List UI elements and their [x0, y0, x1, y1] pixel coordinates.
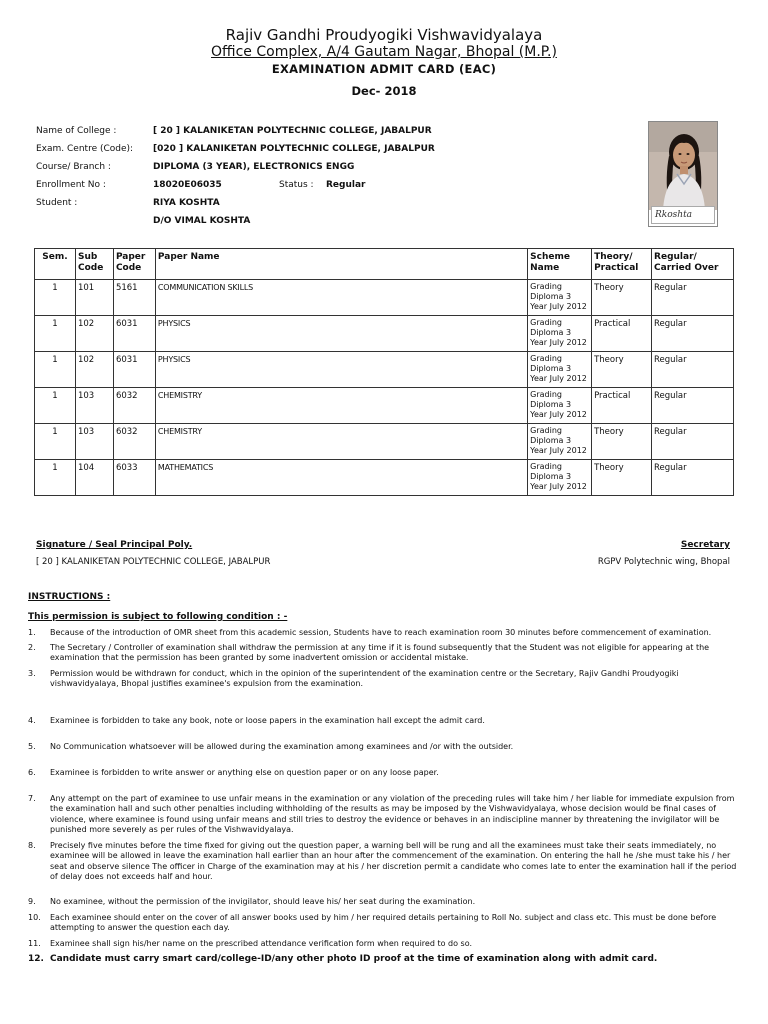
instruction-text: Examinee is forbidden to write answer or anything else on question paper or on any loose paper. — [50, 768, 439, 777]
papers-table — [34, 248, 734, 496]
scheme-line: Diploma 3 — [530, 328, 572, 337]
table-row — [35, 424, 734, 460]
cell-regular-carried: Regular — [652, 280, 734, 316]
instruction-number: 4. — [28, 716, 36, 725]
cell-sub-code: 103 — [75, 424, 113, 460]
instruction-item — [28, 939, 740, 949]
scheme-line: Year July 2012 — [530, 338, 587, 347]
cell-scheme — [528, 280, 592, 316]
document-header — [0, 26, 768, 99]
scheme-line: Diploma 3 — [530, 472, 572, 481]
instruction-item — [28, 897, 740, 907]
cell-sub-code: 104 — [75, 460, 113, 496]
header-sub-code: Sub Code — [75, 249, 113, 280]
scheme-line: Grading — [530, 462, 562, 471]
student-signature: Rkoshta — [651, 206, 715, 224]
cell-sub-code: 102 — [75, 352, 113, 388]
cell-theory-practical: Theory — [592, 280, 652, 316]
status-label: Status : — [279, 180, 314, 190]
cell-paper-name: COMMUNICATION SKILLS — [155, 280, 527, 316]
cell-sem: 1 — [35, 424, 76, 460]
instruction-text: Candidate must carry smart card/college-ID/any other photo ID proof at the time of examination along with admit card. — [50, 954, 658, 964]
scheme-line: Year July 2012 — [530, 446, 587, 455]
instruction-text: Any attempt on the part of examinee to use unfair means in the examination or any violation of the preceding rules will take him / her liable for immediate expulsion from the examination hall and such other penalties including withholding of the results as may be imposed by the Vishwavidyalaya, whose decision would be final cases of violence, where examinee is found using unfair means and still tries to destroy the evidence or behaves in an indiscipline manner by threatening the invigilator will be punished more severely as per rules of the Vishwavidyalaya. — [50, 794, 735, 835]
college-label: Name of College : — [36, 126, 117, 136]
student-row — [36, 198, 626, 216]
instruction-item — [28, 628, 740, 638]
scheme-line: Diploma 3 — [530, 400, 572, 409]
scheme-line: Diploma 3 — [530, 364, 572, 373]
cell-theory-practical: Theory — [592, 424, 652, 460]
cell-paper-code: 6031 — [113, 316, 155, 352]
instruction-text: No Communication whatsoever will be allowed during the examination among examinees and /or with the outsider. — [50, 742, 514, 751]
principal-college: [ 20 ] KALANIKETAN POLYTECHNIC COLLEGE, JABALPUR — [36, 557, 271, 567]
instruction-number: 8. — [28, 841, 36, 850]
cell-theory-practical: Practical — [592, 388, 652, 424]
cell-sem: 1 — [35, 460, 76, 496]
cell-sub-code: 101 — [75, 280, 113, 316]
scheme-line: Year July 2012 — [530, 482, 587, 491]
enrollment-row — [36, 180, 626, 198]
secretary-signature-title: Secretary — [680, 540, 730, 550]
cell-paper-code: 6031 — [113, 352, 155, 388]
enrollment-value: 18020E06035 — [153, 180, 222, 190]
instruction-text: Precisely five minutes before the time fixed for giving out the question paper, a warning bell will be rung and all the examinees must take their seats immediately, no examinee will be allowed in leave the examination hall earlier than an hour after the commencement of the examination. On entering the hall he /she must take his / her seat and observe silence The officer in Charge of the examination may at his / her discretion permit a candidate who comes late to enter the examination hall if the period of delay does not exceeds half and hour. — [50, 841, 737, 882]
secretary-office: RGPV Polytechnic wing, Bhopal — [597, 557, 730, 567]
enrollment-label: Enrollment No : — [36, 180, 106, 190]
instruction-item — [28, 669, 740, 690]
cell-theory-practical: Theory — [592, 460, 652, 496]
table-row — [35, 352, 734, 388]
student-label: Student : — [36, 198, 78, 208]
cell-paper-name: MATHEMATICS — [155, 460, 527, 496]
instruction-text: Examinee shall sign his/her name on the prescribed attendance verification form when required to do so. — [50, 939, 472, 948]
header-sem: Sem. — [35, 249, 76, 280]
scheme-line: Grading — [530, 282, 562, 291]
instruction-item — [28, 841, 740, 883]
instruction-item — [28, 716, 740, 726]
course-label: Course/ Branch : — [36, 162, 111, 172]
instruction-number: 5. — [28, 742, 36, 751]
cell-theory-practical: Practical — [592, 316, 652, 352]
student-name: RIYA KOSHTA — [153, 198, 220, 208]
cell-scheme — [528, 460, 592, 496]
cell-regular-carried: Regular — [652, 388, 734, 424]
centre-label: Exam. Centre (Code): — [36, 144, 134, 154]
cell-regular-carried: Regular — [652, 316, 734, 352]
college-row — [36, 126, 626, 144]
scheme-line: Year July 2012 — [530, 302, 587, 311]
student-info — [36, 126, 626, 234]
instruction-number: 2. — [28, 643, 36, 652]
instruction-number: 3. — [28, 669, 36, 678]
instruction-item — [28, 768, 740, 778]
university-address: Office Complex, A/4 Gautam Nagar, Bhopal (M.P.) — [211, 44, 557, 60]
cell-scheme — [528, 388, 592, 424]
scheme-line: Grading — [530, 426, 562, 435]
instruction-text: No examinee, without the permission of the invigilator, should leave his/ her seat during the examination. — [50, 897, 476, 906]
cell-sem: 1 — [35, 388, 76, 424]
instruction-number: 6. — [28, 768, 36, 777]
cell-sub-code: 103 — [75, 388, 113, 424]
header-theory-practical: Theory/ Practical — [592, 249, 652, 280]
instruction-number: 1. — [28, 628, 36, 637]
instruction-item — [28, 954, 740, 965]
principal-signature-title: Signature / Seal Principal Poly. — [36, 540, 193, 550]
table-row — [35, 280, 734, 316]
instruction-number: 9. — [28, 897, 36, 906]
instruction-number: 7. — [28, 794, 36, 803]
centre-row — [36, 144, 626, 162]
scheme-line: Grading — [530, 390, 562, 399]
cell-paper-name: CHEMISTRY — [155, 424, 527, 460]
instruction-text: Each examinee should enter on the cover of all answer books used by him / her required details pertaining to Roll No. subject and class etc. This must be done before attempting to answer the question each day. — [50, 913, 717, 933]
instruction-item — [28, 913, 740, 934]
instruction-number: 11. — [28, 939, 41, 948]
parent-row — [36, 216, 626, 234]
cell-regular-carried: Regular — [652, 352, 734, 388]
header-paper-name: Paper Name — [155, 249, 527, 280]
card-title: EXAMINATION ADMIT CARD (EAC) — [271, 62, 497, 76]
instruction-text: The Secretary / Controller of examination shall withdraw the permission at any time if it is found subsequently that the Student was not eligible for appearing at the examination that the permission has been granted by some inadvertent omission or accidental mistake. — [50, 643, 710, 663]
table-row — [35, 316, 734, 352]
instruction-number: 12. — [28, 954, 44, 964]
table-row — [35, 388, 734, 424]
college-value: [ 20 ] KALANIKETAN POLYTECHNIC COLLEGE, JABALPUR — [153, 126, 432, 136]
cell-sub-code: 102 — [75, 316, 113, 352]
cell-theory-practical: Theory — [592, 352, 652, 388]
centre-value: [020 ] KALANIKETAN POLYTECHNIC COLLEGE, JABALPUR — [153, 144, 435, 154]
cell-paper-code: 6033 — [113, 460, 155, 496]
instruction-text: Permission would be withdrawn for conduct, which in the opinion of the superintendent of the examination centre or the Secretary, Rajiv Gandhi Proudyogiki vishwavidyalaya, Bhopal justifies examinee's expulsion from the examination. — [50, 669, 679, 689]
course-row — [36, 162, 626, 180]
instructions-subtitle: This permission is subject to following condition : - — [28, 612, 288, 622]
cell-sem: 1 — [35, 316, 76, 352]
parent-name: D/O VIMAL KOSHTA — [153, 216, 251, 226]
cell-paper-code: 6032 — [113, 424, 155, 460]
instruction-number: 10. — [28, 913, 41, 922]
table-row — [35, 460, 734, 496]
status-value: Regular — [326, 180, 366, 190]
table-header-row — [35, 249, 734, 280]
student-photo — [648, 121, 718, 227]
cell-regular-carried: Regular — [652, 424, 734, 460]
cell-sem: 1 — [35, 280, 76, 316]
course-value: DIPLOMA (3 YEAR), ELECTRONICS ENGG — [153, 162, 355, 172]
cell-paper-code: 6032 — [113, 388, 155, 424]
cell-sem: 1 — [35, 352, 76, 388]
instruction-item — [28, 643, 740, 664]
instructions-title: INSTRUCTIONS : — [28, 592, 111, 602]
header-scheme-name: Scheme Name — [528, 249, 592, 280]
header-paper-code: Paper Code — [113, 249, 155, 280]
cell-paper-name: CHEMISTRY — [155, 388, 527, 424]
scheme-line: Diploma 3 — [530, 436, 572, 445]
scheme-line: Year July 2012 — [530, 410, 587, 419]
cell-paper-code: 5161 — [113, 280, 155, 316]
scheme-line: Grading — [530, 318, 562, 327]
instruction-item — [28, 742, 740, 752]
header-regular-carried: Regular/ Carried Over — [652, 249, 734, 280]
scheme-line: Grading — [530, 354, 562, 363]
cell-regular-carried: Regular — [652, 460, 734, 496]
cell-scheme — [528, 316, 592, 352]
instruction-text: Because of the introduction of OMR sheet from this academic session, Students have to reach examination room 30 minutes before commencement of examination. — [50, 628, 712, 637]
cell-scheme — [528, 424, 592, 460]
instruction-text: Examinee is forbidden to take any book, note or loose papers in the examination hall except the admit card. — [50, 716, 485, 725]
university-name: Rajiv Gandhi Proudyogiki Vishwavidyalaya — [225, 26, 543, 44]
cell-paper-name: PHYSICS — [155, 316, 527, 352]
student-portrait-image — [649, 122, 718, 210]
scheme-line: Year July 2012 — [530, 374, 587, 383]
cell-scheme — [528, 352, 592, 388]
exam-session: Dec- 2018 — [351, 84, 417, 98]
cell-paper-name: PHYSICS — [155, 352, 527, 388]
scheme-line: Diploma 3 — [530, 292, 572, 301]
instruction-item — [28, 794, 740, 836]
